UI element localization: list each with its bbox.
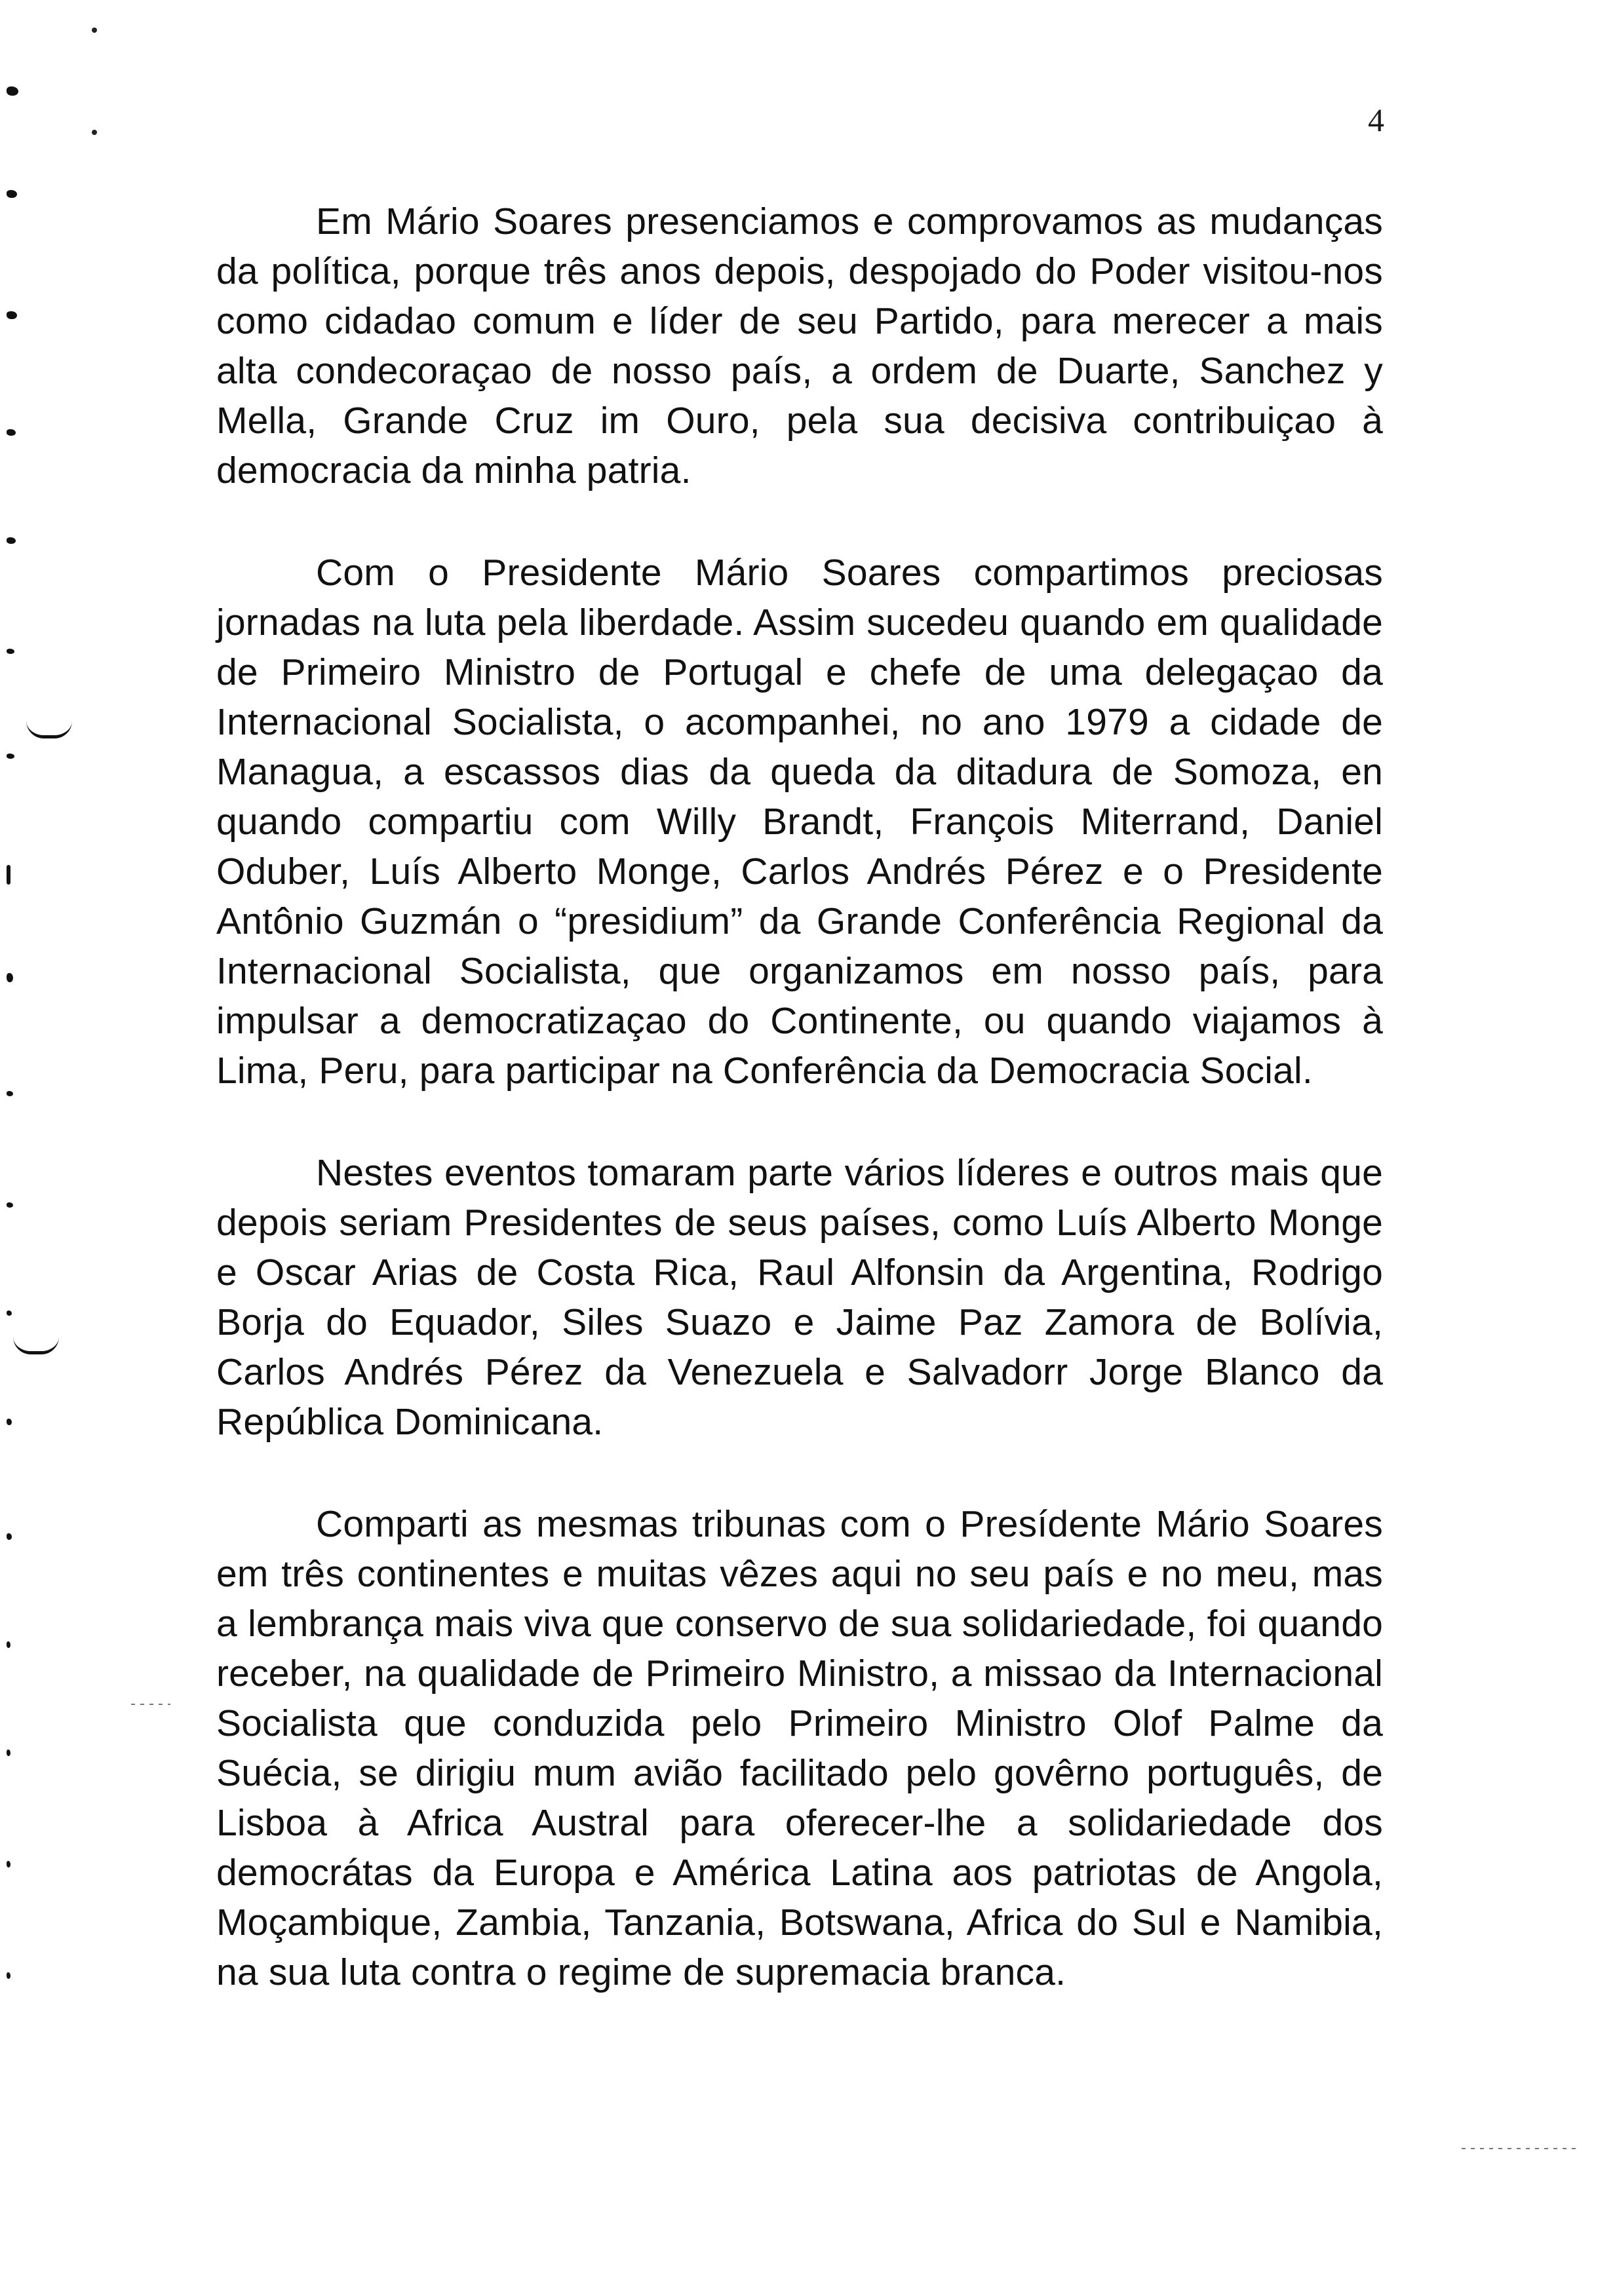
scan-curve — [13, 1337, 59, 1354]
scan-mark — [7, 973, 13, 982]
scan-mark — [7, 1641, 10, 1648]
scan-mark — [7, 1091, 13, 1096]
scan-mark — [7, 865, 10, 885]
scan-mark — [7, 1750, 10, 1756]
scan-speck — [1462, 2148, 1580, 2149]
scan-curve — [26, 721, 72, 738]
scan-speck — [131, 1704, 170, 1705]
paragraph-2: Com o Presidente Mário Soares compartimos preciosas jornadas na luta pela liberdade. Assim sucedeu quando em qualidade de Primeiro Ministro de Portugal e chefe de uma delegaçao da Internacional Socialista, o acompanhei, no ano 1979 a cidade de Managua, a escassos dias da queda da ditadura de Somoza, en quando compartiu com Willy Brandt, François Miterrand, Daniel Oduber, Luís Alberto Monge, Carlos Andrés Pérez e o Presidente Antônio Guzmán o “presidium” da Grande Conferência Regional da Internacional Socialista, que organizamos em nosso país, para impulsar a democratizaçao do Continente, ou quando viajamos à Lima, Peru, para participar na Conferência da Democracia Social. — [216, 552, 1383, 1092]
paragraph-1: Em Mário Soares presenciamos e comprovamos as mudanças da política, porque três anos depois, despojado do Poder visitou-nos como cidadao comum e líder de seu Partido, para merecer a mais alta condecoraçao de nosso país, a ordem de Duarte, Sanchez y Mella, Grande Cruz im Ouro, pela sua decisiva contribuiçao à democracia da minha patria. — [216, 201, 1383, 491]
paragraph-4: Comparti as mesmas tribunas com o Presídente Mário Soares em três continentes e muitas vêzes aqui no seu país e no meu, mas a lembrança mais viva que conservo de sua solidariedade, foi quando receber, na qualidade de Primeiro Ministro, a missao da Internacional Socialista que conduzida pelo Primeiro Ministro Olof Palme da Suécia, se dirigiu mum avião facilitado pelo govêrno português, de Lisboa à Africa Austral para oferecer-lhe a solidariedade dos democrátas da Europa e América Latina aos patriotas de Angola, Moçambique, Zambia, Tanzania, Botswana, Africa do Sul e Namibia, na sua luta contra o regime de supremacia branca. — [216, 1503, 1383, 1993]
scan-mark — [7, 1861, 10, 1867]
scan-mark — [7, 1202, 13, 1208]
scan-mark — [7, 754, 14, 759]
scan-mark — [7, 537, 16, 544]
page-number: 4 — [1368, 102, 1384, 138]
scan-mark — [7, 1419, 12, 1425]
scan-mark — [7, 190, 17, 198]
scan-mark — [7, 1533, 12, 1540]
paragraph-3: Nestes eventos tomaram parte vários líderes e outros mais que depois seriam Presidentes de seus países, como Luís Alberto Monge e Oscar Arias de Costa Rica, Raul Alfonsin da Argentina, Rodrigo Borja do Equador, Siles Suazo e Jaime Paz Zamora de Bolívia, Carlos Andrés Pérez da Venezuela e Salvadorr Jorge Blanco da República Dominicana. — [216, 1152, 1383, 1443]
letter-body — [216, 197, 1383, 1997]
scan-mark — [7, 1311, 12, 1316]
scan-mark — [7, 311, 17, 319]
scan-dot — [92, 130, 97, 135]
scan-mark — [7, 86, 18, 96]
scan-mark — [7, 429, 16, 436]
scan-dot — [92, 28, 97, 33]
scan-mark — [7, 1972, 10, 1979]
scan-mark — [7, 649, 14, 654]
